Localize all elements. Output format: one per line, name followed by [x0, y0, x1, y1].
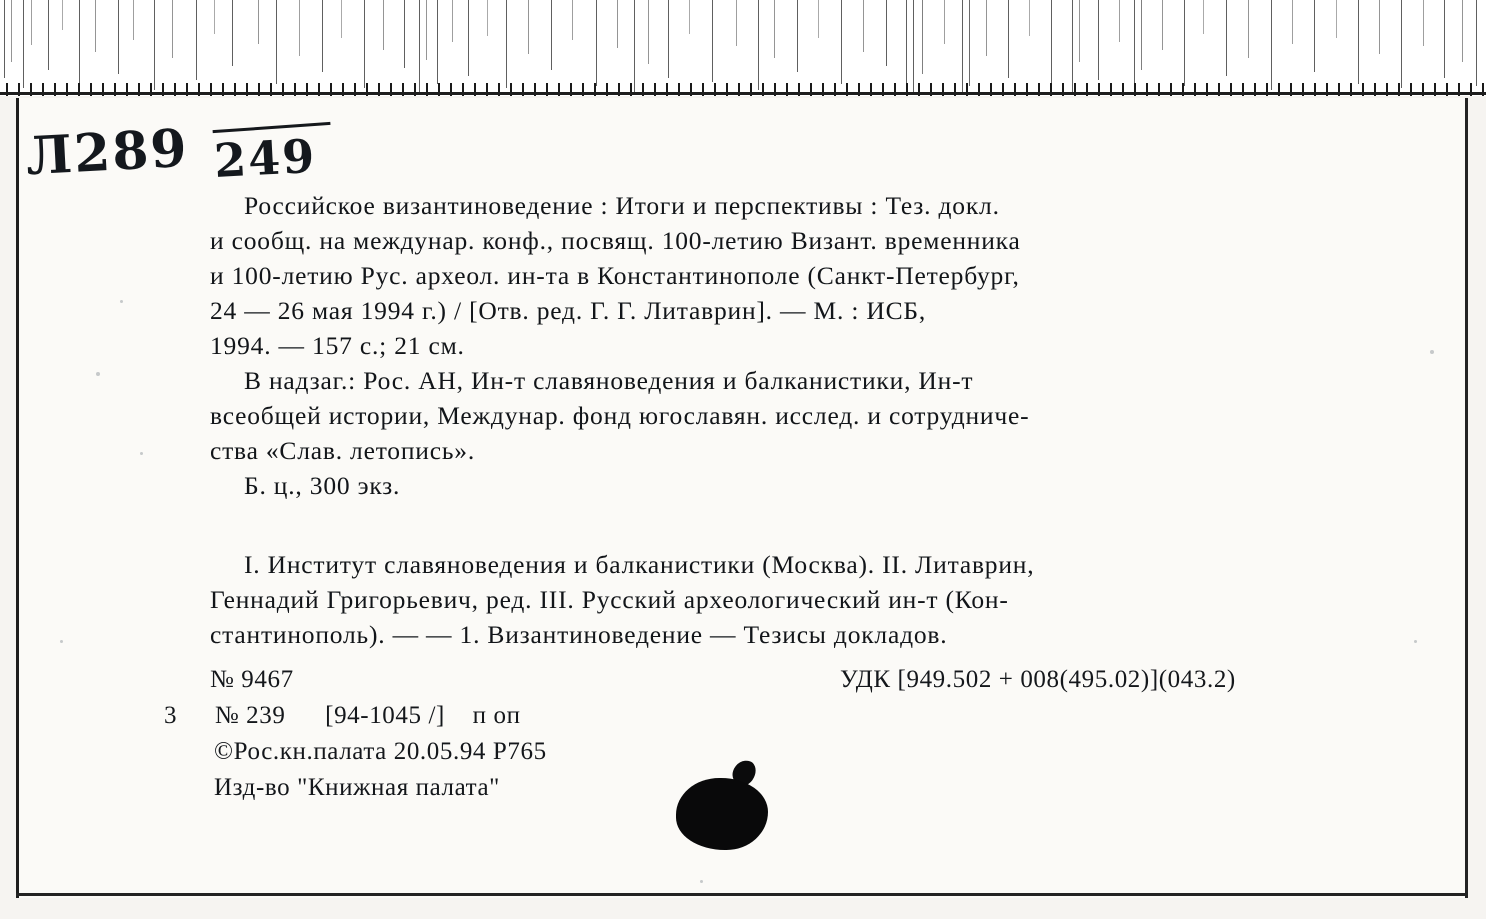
card-top-rule [0, 92, 1486, 95]
scan-speck [1414, 640, 1417, 643]
handwritten-call-number-left: Л289 [24, 117, 191, 188]
tracing-line-3: стантинополь). — — 1. Византиноведение — Тезисы докладов. [210, 620, 948, 649]
catalogue-entry-body [210, 188, 1402, 652]
footer-row-number [210, 662, 1402, 698]
entry-line-4: 24 — 26 мая 1994 г.) / [Отв. ред. Г. Г. Литаврин]. — М. : ИСБ, [210, 296, 927, 325]
footer-row-publisher: Изд-во "Книжная палата" [214, 774, 500, 801]
footer-row-copyright: ©Рос.кн.палата 20.05.94 Р765 [214, 738, 547, 765]
handwritten-call-number-right [213, 123, 334, 188]
entry-line-3: и 100-летию Рус. археол. ин-та в Константинополе (Санкт-Петербург, [210, 261, 1020, 290]
accession-suffix: п оп [472, 702, 521, 729]
scanner-noise-band [0, 0, 1486, 96]
accession-number: [94-1045 /] [325, 702, 445, 729]
scan-speck [140, 452, 143, 455]
note-line-1: В надзаг.: Рос. АН, Ин-т славяноведения и балканистики, Ин-т [244, 366, 974, 395]
ink-blot [676, 778, 768, 850]
udk-code: УДК [949.502 + 008(495.02)](043.2) [840, 666, 1236, 693]
scan-speck [700, 880, 703, 883]
card-bottom-rule [16, 893, 1468, 896]
scan-speck [1430, 350, 1434, 354]
note-line-3: ства «Слав. летопись». [210, 436, 476, 465]
tracing-line-1: I. Институт славяноведения и балканистики (Москва). II. Литаврин, [244, 550, 1035, 579]
entry-line-1: Российское византиноведение : Итоги и перспективы : Тез. докл. [244, 191, 1000, 220]
tracing-line-2: Геннадий Григорьевич, ред. III. Русский археологический ин-т (Кон- [210, 585, 1009, 614]
scan-speck [120, 300, 123, 303]
scan-speck [96, 372, 100, 376]
entry-line-5: 1994. — 157 с.; 21 см. [210, 331, 465, 360]
price-line: Б. ц., 300 экз. [244, 471, 401, 500]
footer-row-shelf [164, 698, 1356, 734]
shelf-prefix: 3 [164, 702, 178, 729]
shelf-number: № 239 [214, 702, 286, 729]
scan-speck [60, 640, 63, 643]
note-line-2: всеобщей истории, Междунар. фонд югославян. исслед. и сотрудниче- [210, 401, 1030, 430]
record-number: № 9467 [210, 666, 294, 693]
entry-line-2: и сообщ. на междунар. конф., посвящ. 100-летию Визант. временника [210, 226, 1021, 255]
card-footer [164, 662, 1402, 806]
handwritten-call-number-right-text: 249 [212, 128, 318, 189]
